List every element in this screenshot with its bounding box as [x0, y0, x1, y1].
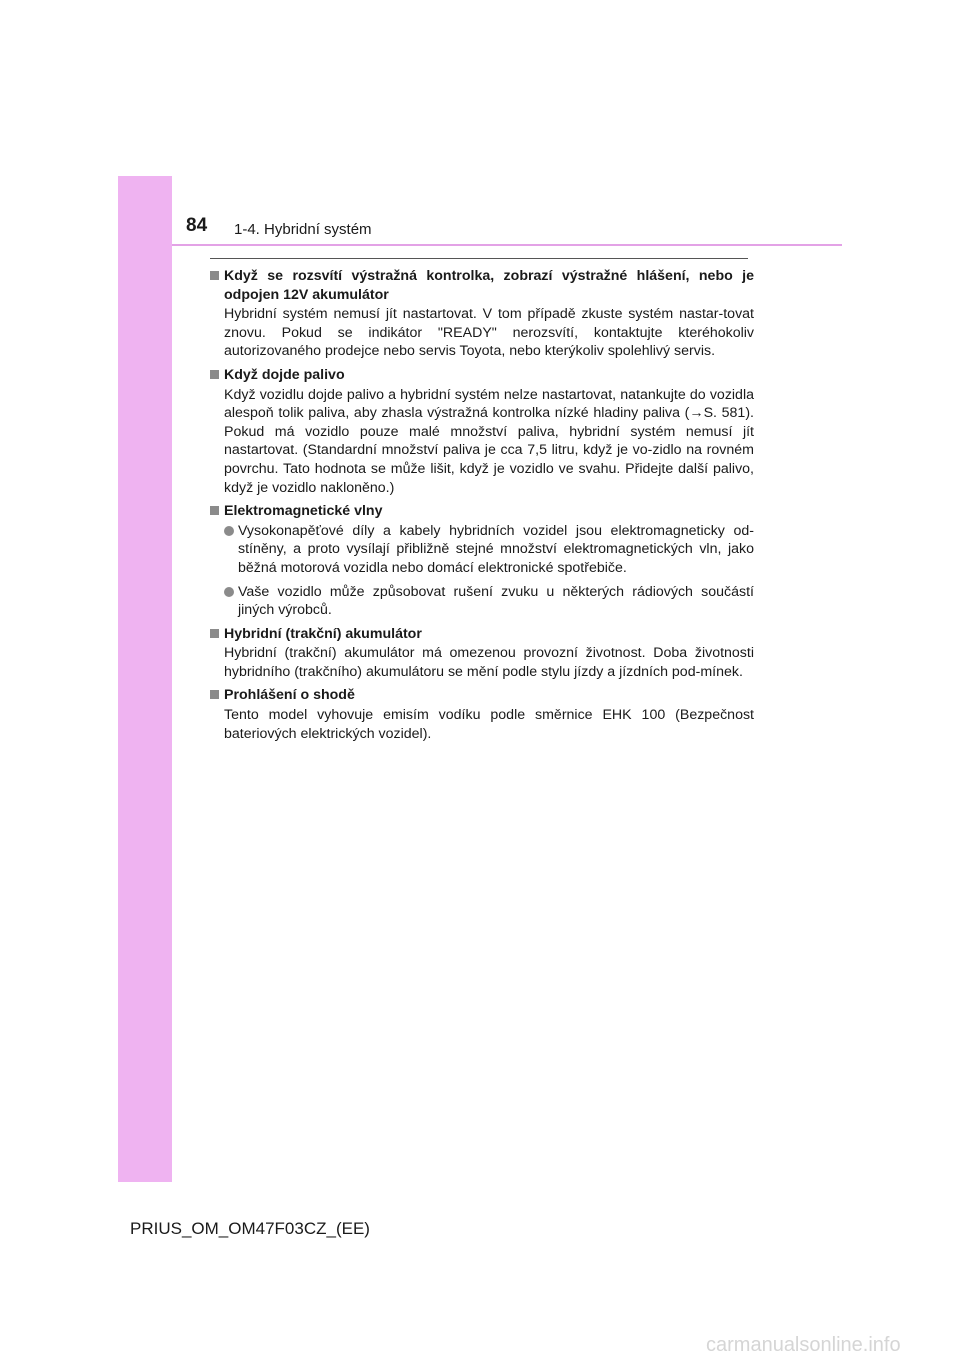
- section-heading: [210, 267, 754, 304]
- round-bullet-icon: [224, 587, 234, 597]
- heading-text: Když dojde palivo: [224, 366, 345, 383]
- section-out-of-fuel: [210, 366, 754, 497]
- section-paragraph: Hybridní systém nemusí jít nastartovat. V tom případě zkuste systém nastar-tovat znovu. Pokud se indikátor "READY" nerozsvítí, kontaktujte kteréhokoliv autorizovaného prodejce nebo servis Toyota, nebo kterýkoliv spolehlivý servis.: [224, 306, 754, 360]
- section-heading: [210, 686, 754, 705]
- section-heading: [210, 625, 754, 644]
- chapter-tab-band: [118, 176, 172, 1182]
- section-title: 1-4. Hybridní systém: [234, 221, 372, 238]
- square-bullet-icon: [210, 271, 219, 280]
- page-number: 84: [186, 215, 208, 236]
- list-item-text: Vysokonapěťové díly a kabely hybridních vozidel jsou elektromagneticky od-stíněny, a proto vysílají přibližně stejné množství elektromagnetických vln, jako běžná motorová vozidla nebo domácí elektronické spotřebiče.: [238, 522, 754, 576]
- heading-text: Hybridní (trakční) akumulátor: [224, 625, 422, 642]
- section-heading: [210, 502, 754, 521]
- section-paragraph: Když vozidlu dojde palivo a hybridní systém nelze nastartovat, natankujte do vozidla alespoň tolik paliva, aby zhasla výstražná kontrolka nízké hladiny paliva (→S. 581). Pokud má vozidlo pouze malé množství paliva, hybridní systém nemusí jít nastartovat. (Standardní množství paliva je cca 7,5 litru, když je vo-zidlo na rovném povrchu. Tato hodnota se může lišit, když je vozidlo ve svahu. Přidejte další palivo, když je vozidlo nakloněno.): [224, 386, 754, 496]
- section-traction-battery: [210, 625, 754, 682]
- watermark-text: carmanualsonline.info: [706, 1334, 901, 1356]
- section-paragraph: Hybridní (trakční) akumulátor má omezenou provozní životnost. Doba životnosti hybridního (trakčního) akumulátoru se mění podle stylu jízdy a jízdních pod-mínek.: [224, 645, 754, 680]
- list-item: [210, 522, 754, 578]
- list-item: [210, 583, 754, 620]
- square-bullet-icon: [210, 506, 219, 515]
- heading-text: Prohlášení o shodě: [224, 687, 355, 704]
- page-content: [210, 267, 754, 748]
- square-bullet-icon: [210, 629, 219, 638]
- document-code: PRIUS_OM_OM47F03CZ_(EE): [130, 1219, 370, 1238]
- square-bullet-icon: [210, 690, 219, 699]
- list-item-text: Vaše vozidlo může způsobovat rušení zvuku u některých rádiových součástí jiných výrobců.: [238, 583, 754, 619]
- heading-text: Když se rozsvítí výstražná kontrolka, zobrazí výstražné hlášení, nebo je odpojen 12V akumulátor: [224, 268, 754, 303]
- section-paragraph: Tento model vyhovuje emisím vodíku podle směrnice EHK 100 (Bezpečnost bateriových elektrických vozidel).: [224, 707, 754, 742]
- header-rule: [172, 244, 842, 246]
- section-warning-light: [210, 267, 754, 361]
- section-declaration-of-conformity: [210, 686, 754, 743]
- heading-text: Elektromagnetické vlny: [224, 503, 383, 520]
- section-heading: [210, 366, 754, 385]
- round-bullet-icon: [224, 526, 234, 536]
- content-rule: [210, 258, 748, 259]
- square-bullet-icon: [210, 370, 219, 379]
- section-electromagnetic-waves: [210, 502, 754, 620]
